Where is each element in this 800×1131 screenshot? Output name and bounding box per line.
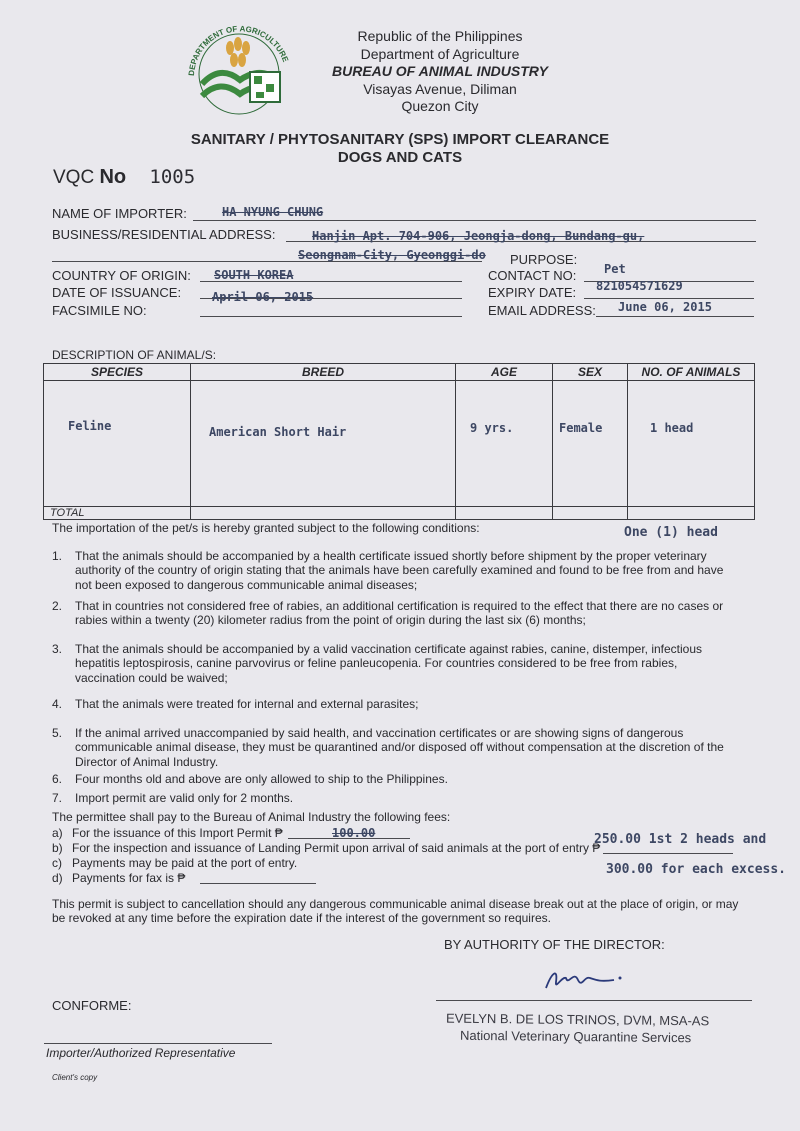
signatory-name: EVELYN B. DE LOS TRINOS, DVM, MSA-AS xyxy=(445,1010,710,1029)
vqc-no-symbol: No xyxy=(99,166,127,188)
vqc-label: VQC xyxy=(53,167,95,188)
table-row xyxy=(44,381,755,507)
condition-text: That the animals were treated for internal and external parasites; xyxy=(75,697,419,711)
condition-text: That the animals should be accompanied by a health certificate issued shortly before shipment by the proper veterinary authority of the country of origin stating that the animals have been carefully examined and found to be free from and have not been exposed to dangerous communicable animal diseases; xyxy=(75,549,724,592)
issuance-label: DATE OF ISSUANCE: xyxy=(52,285,182,300)
table-total-row xyxy=(44,507,755,520)
email-label: EMAIL ADDRESS: xyxy=(488,303,596,318)
fee-text: Payments may be paid at the port of entry. xyxy=(72,856,298,870)
country-label: COUNTRY OF ORIGIN: xyxy=(52,268,191,283)
contact-value: 821054571629 xyxy=(596,279,683,293)
document-title xyxy=(100,131,700,167)
issuance-value: April 06, 2015 xyxy=(212,290,314,304)
conforme-label: CONFORME: xyxy=(52,998,132,1013)
cell-no-of-animals: 1 head xyxy=(650,421,694,435)
col-no-of-animals: NO. OF ANIMALS xyxy=(628,364,755,381)
authority-label: BY AUTHORITY OF THE DIRECTOR: xyxy=(444,937,665,952)
condition-text: That in countries not considered free of rabies, an additional certification is required to the effect that there are no cases or rabies within a twenty (20) kilometer radius from the point of origin during the last six (6) months; xyxy=(75,599,724,628)
animals-table xyxy=(43,363,755,520)
fee-a-value: 100.00 xyxy=(332,826,376,840)
expiry-value: June 06, 2015 xyxy=(618,300,712,314)
conditions-intro: The importation of the pet/s is hereby granted subject to the following conditions: xyxy=(52,521,480,535)
cancellation-clause: This permit is subject to cancellation should any dangerous communicable animal disease break out at the place of origin, or may be revoked at any time before the expiration date if the interest of the government so requires. xyxy=(52,897,739,926)
col-breed: BREED xyxy=(191,364,456,381)
fee-text: Payments for fax is ₱ xyxy=(72,871,186,885)
fee-key: d) xyxy=(52,871,63,885)
condition-number: 5. xyxy=(52,726,63,740)
total-value: One (1) head xyxy=(624,525,718,540)
table-header-row xyxy=(44,364,755,381)
condition-text: Four months old and above are only allowed to ship to the Philippines. xyxy=(75,772,448,786)
table-caption: DESCRIPTION OF ANIMAL/S: xyxy=(52,348,217,362)
col-species: SPECIES xyxy=(44,364,191,381)
vqc-value: 1005 xyxy=(149,166,196,188)
condition-text: If the animal arrived unaccompanied by said health, and vaccination certificates or are showing signs of dangerous communicable animal disease, they must be quarantined and/or disposed off without compensation at the discretion of the Director of Animal Industry. xyxy=(75,726,724,769)
director-signature xyxy=(538,962,628,998)
header-street: Visayas Avenue, Diliman xyxy=(363,80,517,97)
title-line1: SANITARY / PHYTOSANITARY (SPS) IMPORT CLEARANCE xyxy=(190,131,610,148)
vqc-number xyxy=(53,166,195,189)
condition-text: Import permit are valid only for 2 months. xyxy=(75,791,294,805)
header-block xyxy=(290,28,590,116)
copy-label: Client's copy xyxy=(52,1073,98,1082)
purpose-label: PURPOSE: xyxy=(510,252,578,267)
header-department: Department of Agriculture xyxy=(360,45,520,62)
fees-intro: The permittee shall pay to the Bureau of Animal Industry the following fees: xyxy=(52,810,451,824)
fee-key: b) xyxy=(52,841,63,855)
condition-text: That the animals should be accompanied by a valid vaccination certificate against rabies, canine, distemper, infectious hepatitis leptospirosis, canine parvovirus or feline panleucopenia. For countries considered to be free from rabies, vaccination could be waived; xyxy=(75,642,703,685)
expiry-label: EXPIRY DATE: xyxy=(488,285,577,300)
purpose-value: Pet xyxy=(604,262,626,276)
contact-label: CONTACT NO: xyxy=(488,268,577,283)
title-line2: DOGS AND CATS xyxy=(337,149,463,166)
fee-b-value-line1: 250.00 1st 2 heads and xyxy=(594,832,767,847)
cell-breed: American Short Hair xyxy=(209,425,347,439)
condition-number: 4. xyxy=(52,697,63,711)
fee-text: For the inspection and issuance of Landing Permit upon arrival of said animals at the port of entry ₱ xyxy=(72,841,601,855)
condition-number: 6. xyxy=(52,772,63,786)
importer-rep-label: Importer/Authorized Representative xyxy=(46,1046,236,1060)
header-city: Quezon City xyxy=(401,98,479,114)
fee-b-value-line2: 300.00 for each excess. xyxy=(606,862,787,877)
facsimile-label: FACSIMILE NO: xyxy=(52,303,147,318)
importer-label: NAME OF IMPORTER: xyxy=(52,206,187,221)
total-label: TOTAL xyxy=(44,507,191,520)
cell-age: 9 yrs. xyxy=(470,421,514,435)
condition-number: 3. xyxy=(52,642,63,656)
col-sex: SEX xyxy=(553,364,628,381)
country-value: SOUTH KOREA xyxy=(214,268,294,282)
condition-number: 7. xyxy=(52,791,63,805)
signatory-title: National Veterinary Quarantine Services xyxy=(459,1027,692,1046)
cell-species: Feline xyxy=(68,419,112,433)
address-line1: Hanjin Apt. 704-906, Jeongja-dong, Bundang-gu, xyxy=(312,229,645,243)
col-age: AGE xyxy=(456,364,553,381)
importer-value: HA NYUNG CHUNG xyxy=(222,205,324,219)
header-republic: Republic of the Philippines xyxy=(357,28,523,44)
condition-number: 2. xyxy=(52,599,63,613)
cell-sex: Female xyxy=(559,421,603,435)
svg-text:DEPARTMENT OF AGRICULTURE: DEPARTMENT OF AGRICULTURE xyxy=(186,24,291,77)
fee-key: c) xyxy=(52,856,62,870)
department-of-agriculture-seal xyxy=(180,14,300,126)
fee-key: a) xyxy=(52,826,63,840)
address-label: BUSINESS/RESIDENTIAL ADDRESS: xyxy=(52,227,276,242)
fee-text: For the issuance of this Import Permit ₱ xyxy=(72,826,283,840)
address-line2: Seongnam-City, Gyeonggi-do xyxy=(298,248,486,262)
header-bureau: BUREAU OF ANIMAL INDUSTRY xyxy=(332,63,548,79)
condition-number: 1. xyxy=(52,549,63,563)
